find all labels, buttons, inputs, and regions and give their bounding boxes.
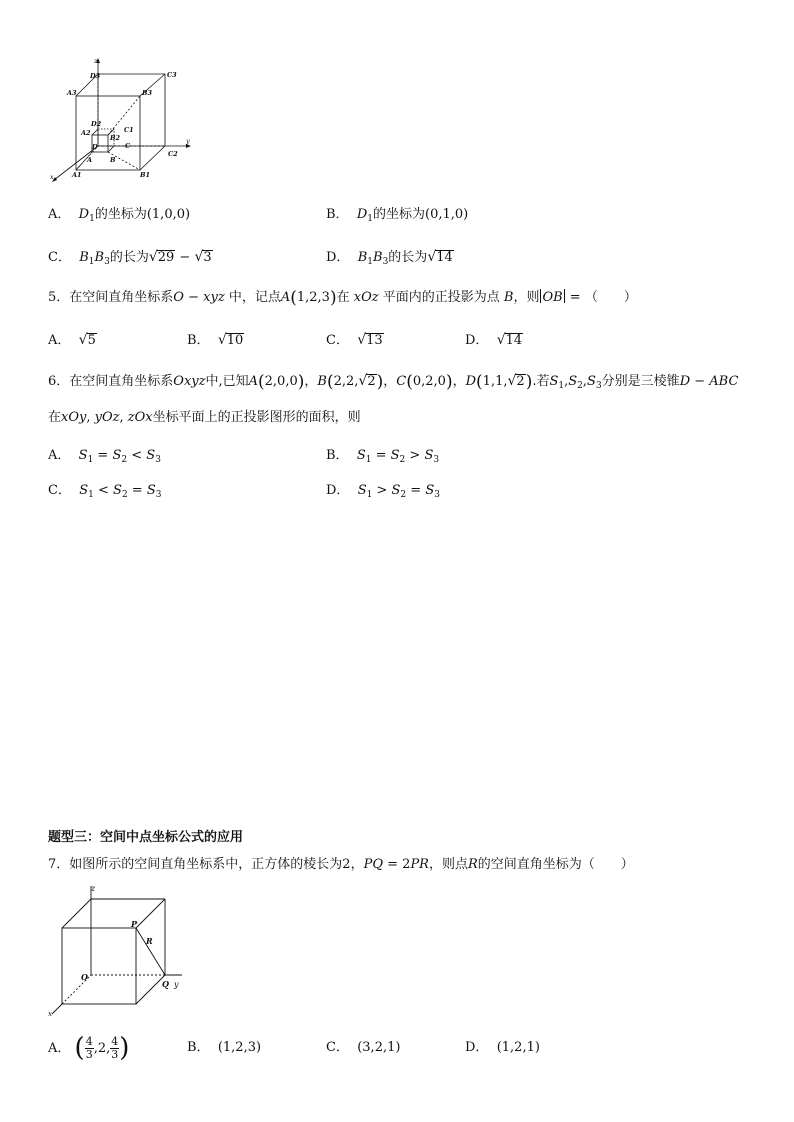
q4-option-a[interactable]: A． $D_1$的坐标为(1,0,0) [48, 207, 191, 224]
label-y: y [174, 980, 179, 989]
q6-option-d[interactable]: D． $S_1 > S_2 = S_3$ [326, 483, 440, 500]
label-A1: A1 [72, 171, 82, 179]
label-A2: A2 [81, 129, 91, 137]
label-z: z [91, 884, 96, 893]
label-O: O [81, 972, 88, 982]
label-P: P [131, 919, 138, 929]
label-R: R [146, 936, 153, 946]
q5-stem: 5．在空间直角坐标系O − xyz 中，记点A(1,2,3)在 xOz 平面内的正投影为点 B，则 OB = （ ） [48, 288, 637, 308]
label-B3: B3 [142, 89, 153, 97]
label-x: x [50, 173, 54, 181]
q7-stem: 7．如图所示的空间直角坐标系中，正方体的棱长为2，PQ = 2PR，则点R的空间直角坐标为（ ） [48, 857, 634, 872]
q5-option-a[interactable]: A． √5 [48, 332, 96, 348]
label-B: B [110, 156, 116, 164]
label-C1: C1 [124, 126, 134, 134]
q5-option-c[interactable]: C． √13 [326, 332, 383, 348]
q7-option-b[interactable]: B． (1,2,3) [187, 1040, 262, 1055]
label-Q: Q [162, 979, 169, 989]
q7-option-a[interactable]: A． ( $\frac{4}{3}$ ,2, $\frac{4}{3}$ ) [48, 1033, 130, 1063]
q5-option-d[interactable]: D． √14 [465, 332, 523, 348]
q4-option-b[interactable]: B． $D_1$的坐标为(0,1,0) [326, 207, 469, 224]
q7-option-c[interactable]: C． (3,2,1) [326, 1040, 401, 1055]
label-C3: C3 [167, 71, 177, 79]
label-A3: A3 [67, 89, 77, 97]
label-D: D [92, 143, 98, 151]
q6-option-c[interactable]: C． $S_1 < S_2 = S_3$ [48, 483, 162, 500]
q5-option-b[interactable]: B． √10 [187, 332, 244, 348]
q6-option-b[interactable]: B． $S_1 = S_2 > S_3$ [326, 448, 440, 465]
label-B1: B1 [140, 171, 151, 179]
label-D3: D3 [90, 72, 101, 80]
q6-stem-line1: 6．在空间直角坐标系Oxyz中,已知A(2,0,0)，B(2,2,√2)，C(0,2,0)，D(1,1,√2).若$S_1,S_2,S_3$分别是三棱锥D − ABC [48, 372, 739, 392]
label-C2: C2 [168, 150, 178, 158]
q6-stem-line2: 在xOy, yOz, zOx坐标平面上的正投影图形的面积，则 [48, 410, 361, 425]
q4-option-c[interactable]: C． $B_1B_3$的长为√29 − √3 [48, 249, 212, 267]
label-B2: B2 [110, 134, 121, 142]
label-A: A [87, 156, 93, 164]
q6-option-a[interactable]: A． $S_1 = S_2 < S_3$ [48, 448, 161, 465]
label-C: C [125, 142, 131, 150]
q4-option-d[interactable]: D． $B_1B_3$的长为√14 [326, 249, 453, 267]
label-x: x [48, 1010, 52, 1017]
label-z: z [94, 57, 98, 65]
section-title: 题型三：空间中点坐标公式的应用 [48, 830, 244, 845]
cube-figure-1 [48, 56, 198, 186]
cube-figure-2 [44, 882, 194, 1017]
label-y: y [186, 137, 190, 145]
label-D2: D2 [91, 120, 102, 128]
q7-option-d[interactable]: D． (1,2,1) [465, 1040, 540, 1055]
